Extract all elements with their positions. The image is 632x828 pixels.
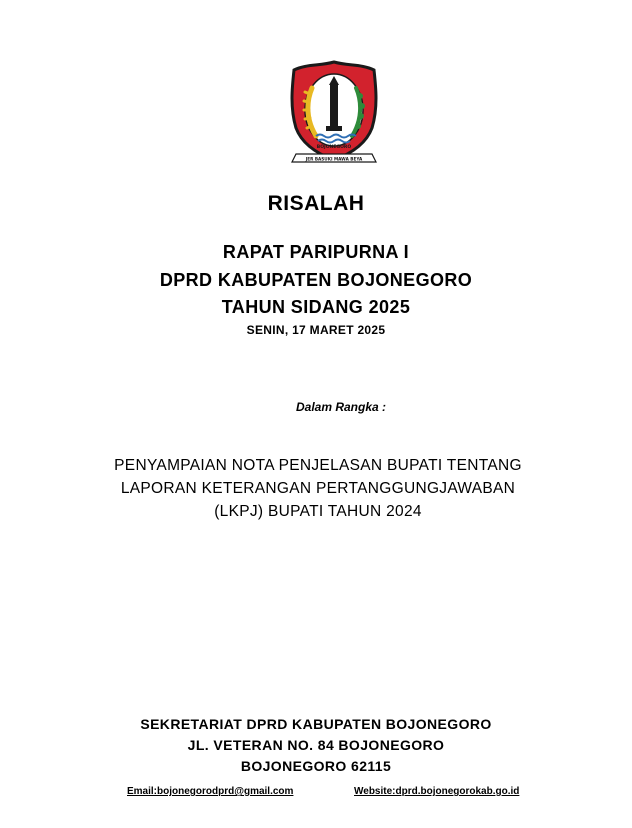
website-link[interactable]: Website:dprd.bojonegorokab.go.id (354, 786, 520, 797)
subtitle-line-1: RAPAT PARIPURNA I (222, 242, 410, 262)
meeting-date: SENIN, 17 MARET 2025 (246, 323, 386, 337)
emblem-ribbon-text: JER BASUKI MAWA BEYA (305, 156, 363, 162)
subtitle-line-3: TAHUN SIDANG 2025 (221, 297, 411, 317)
footer-line-1: SEKRETARIAT DPRD KABUPATEN BOJONEGORO (140, 716, 492, 732)
email-link[interactable]: Email:bojonegorodprd@gmail.com (127, 786, 294, 797)
footer-line-2: JL. VETERAN NO. 84 BOJONEGORO (187, 737, 445, 753)
agenda-line-2: LAPORAN KETERANGAN PERTANGGUNGJAWABAN (120, 480, 516, 497)
emblem-top-text: BOJONEGORO (316, 145, 352, 150)
bojonegoro-regency-emblem-icon (288, 58, 380, 170)
document-title: RISALAH (267, 192, 365, 215)
footer-line-3: BOJONEGORO 62115 (240, 758, 392, 774)
purpose-label: Dalam Rangka : (295, 400, 387, 414)
agenda-line-1: PENYAMPAIAN NOTA PENJELASAN BUPATI TENTANG (114, 457, 522, 474)
subtitle-line-2: DPRD KABUPATEN BOJONEGORO (159, 270, 473, 290)
regency-emblem (288, 58, 380, 170)
agenda-line-3: (LKPJ) BUPATI TAHUN 2024 (214, 503, 422, 520)
